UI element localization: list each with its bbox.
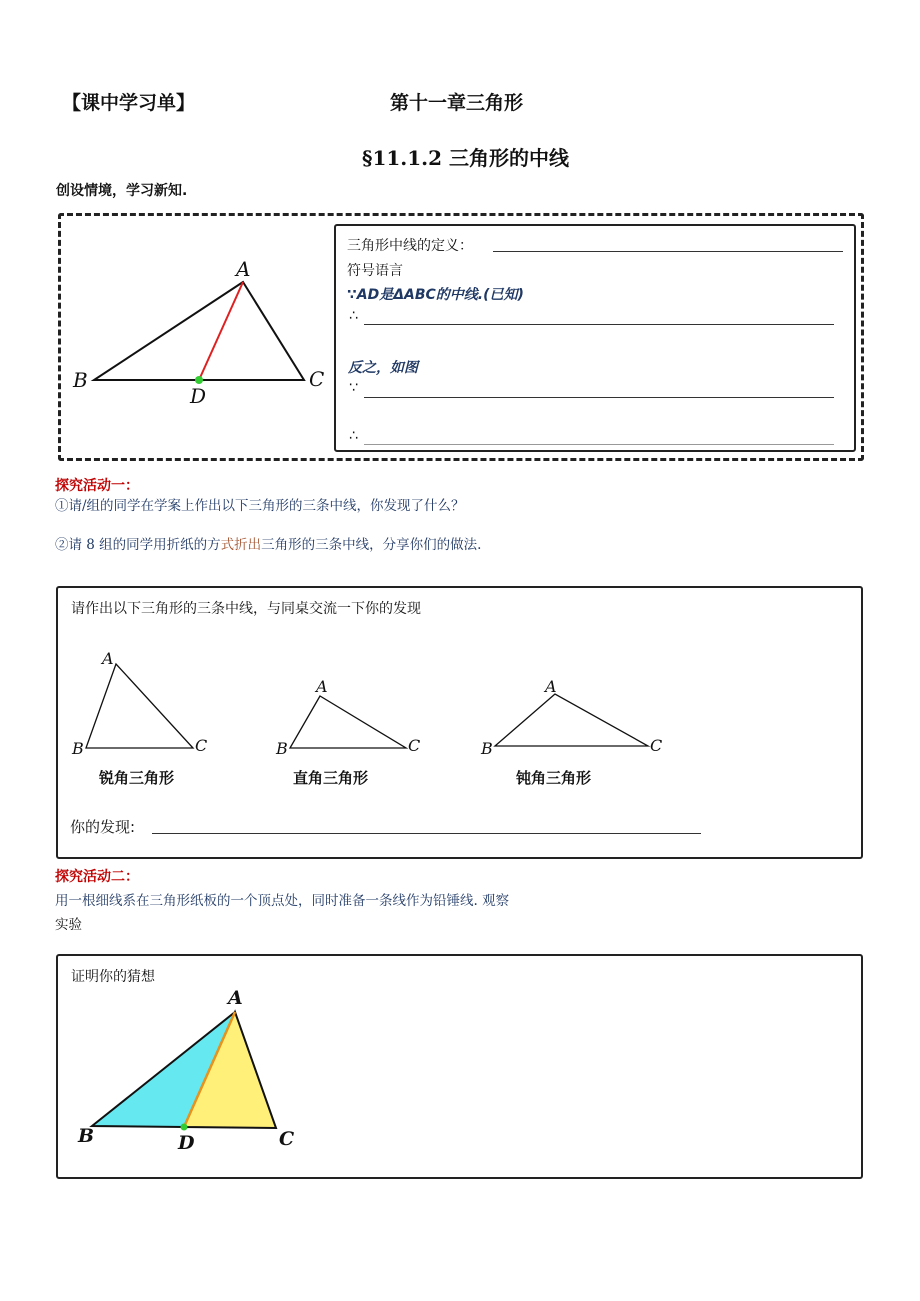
proof-a-label: A xyxy=(228,987,243,1009)
acute-caption: 锐角三角形 xyxy=(99,769,175,787)
activity1-title: 探究活动一： xyxy=(55,478,139,494)
vertex-b-label: B xyxy=(73,368,88,392)
symbol-label: 符号语言 xyxy=(347,263,403,279)
because-symbol: ∵ xyxy=(349,380,358,396)
obtuse-caption: 钝角三角形 xyxy=(516,769,592,787)
point-d-label: D xyxy=(190,384,207,408)
right-b-label: B xyxy=(276,739,288,758)
chapter-title: 第十一章三角形 xyxy=(390,92,524,114)
acute-b-label: B xyxy=(72,739,84,758)
activity1-question1: ①请/组的同学在学案上作出以下三角形的三条中线，你发现了什么？ xyxy=(55,498,465,514)
therefore-symbol-1: ∴ xyxy=(349,308,358,324)
acute-c-label: C xyxy=(195,736,208,755)
q2-text-a: ②请 8 组的同学用折纸的方 xyxy=(55,537,221,553)
q2-text-b: 式折出 xyxy=(220,537,262,553)
proof-d-label: D xyxy=(178,1132,195,1154)
vertex-c-label: C xyxy=(309,367,325,391)
q2-text-c: 三角形的三条中线，分享你们的做法. xyxy=(261,537,482,553)
therefore-symbol-2: ∴ xyxy=(349,428,358,444)
given-statement: ∵AD是ΔABC的中线.(已知) xyxy=(347,287,524,303)
acute-a-label: A xyxy=(102,649,114,668)
right-c-label: C xyxy=(408,736,421,755)
proof-b-label: B xyxy=(78,1125,95,1147)
right-caption: 直角三角形 xyxy=(293,769,369,787)
obtuse-a-label: A xyxy=(545,677,557,696)
activity2-line1: 用一根细线系在三角形纸板的一个顶点处，同时准备一条线作为铅锤线. 观察 xyxy=(55,893,510,909)
converse-label: 反之，如图 xyxy=(348,360,418,376)
activity2-title: 探究活动二： xyxy=(55,869,139,885)
finding-label: 你的发现: xyxy=(70,818,136,836)
proof-c-label: C xyxy=(279,1128,295,1150)
definition-label: 三角形中线的定义： xyxy=(347,238,473,254)
proof-title: 证明你的猜想 xyxy=(71,969,155,985)
intro-heading: 创设情境，学习新知. xyxy=(56,183,188,199)
section-title: §11.1.2 三角形的中线 xyxy=(362,146,570,170)
obtuse-b-label: B xyxy=(481,739,493,758)
right-a-label: A xyxy=(316,677,328,696)
exercise-instruction: 请作出以下三角形的三条中线，与同桌交流一下你的发现 xyxy=(71,601,421,617)
obtuse-c-label: C xyxy=(650,736,663,755)
activity2-line2: 实验 xyxy=(55,917,82,933)
vertex-a-label: A xyxy=(236,257,251,281)
worksheet-type: 【课中学习单】 xyxy=(62,92,196,114)
midpoint-d-dot xyxy=(181,1124,188,1131)
